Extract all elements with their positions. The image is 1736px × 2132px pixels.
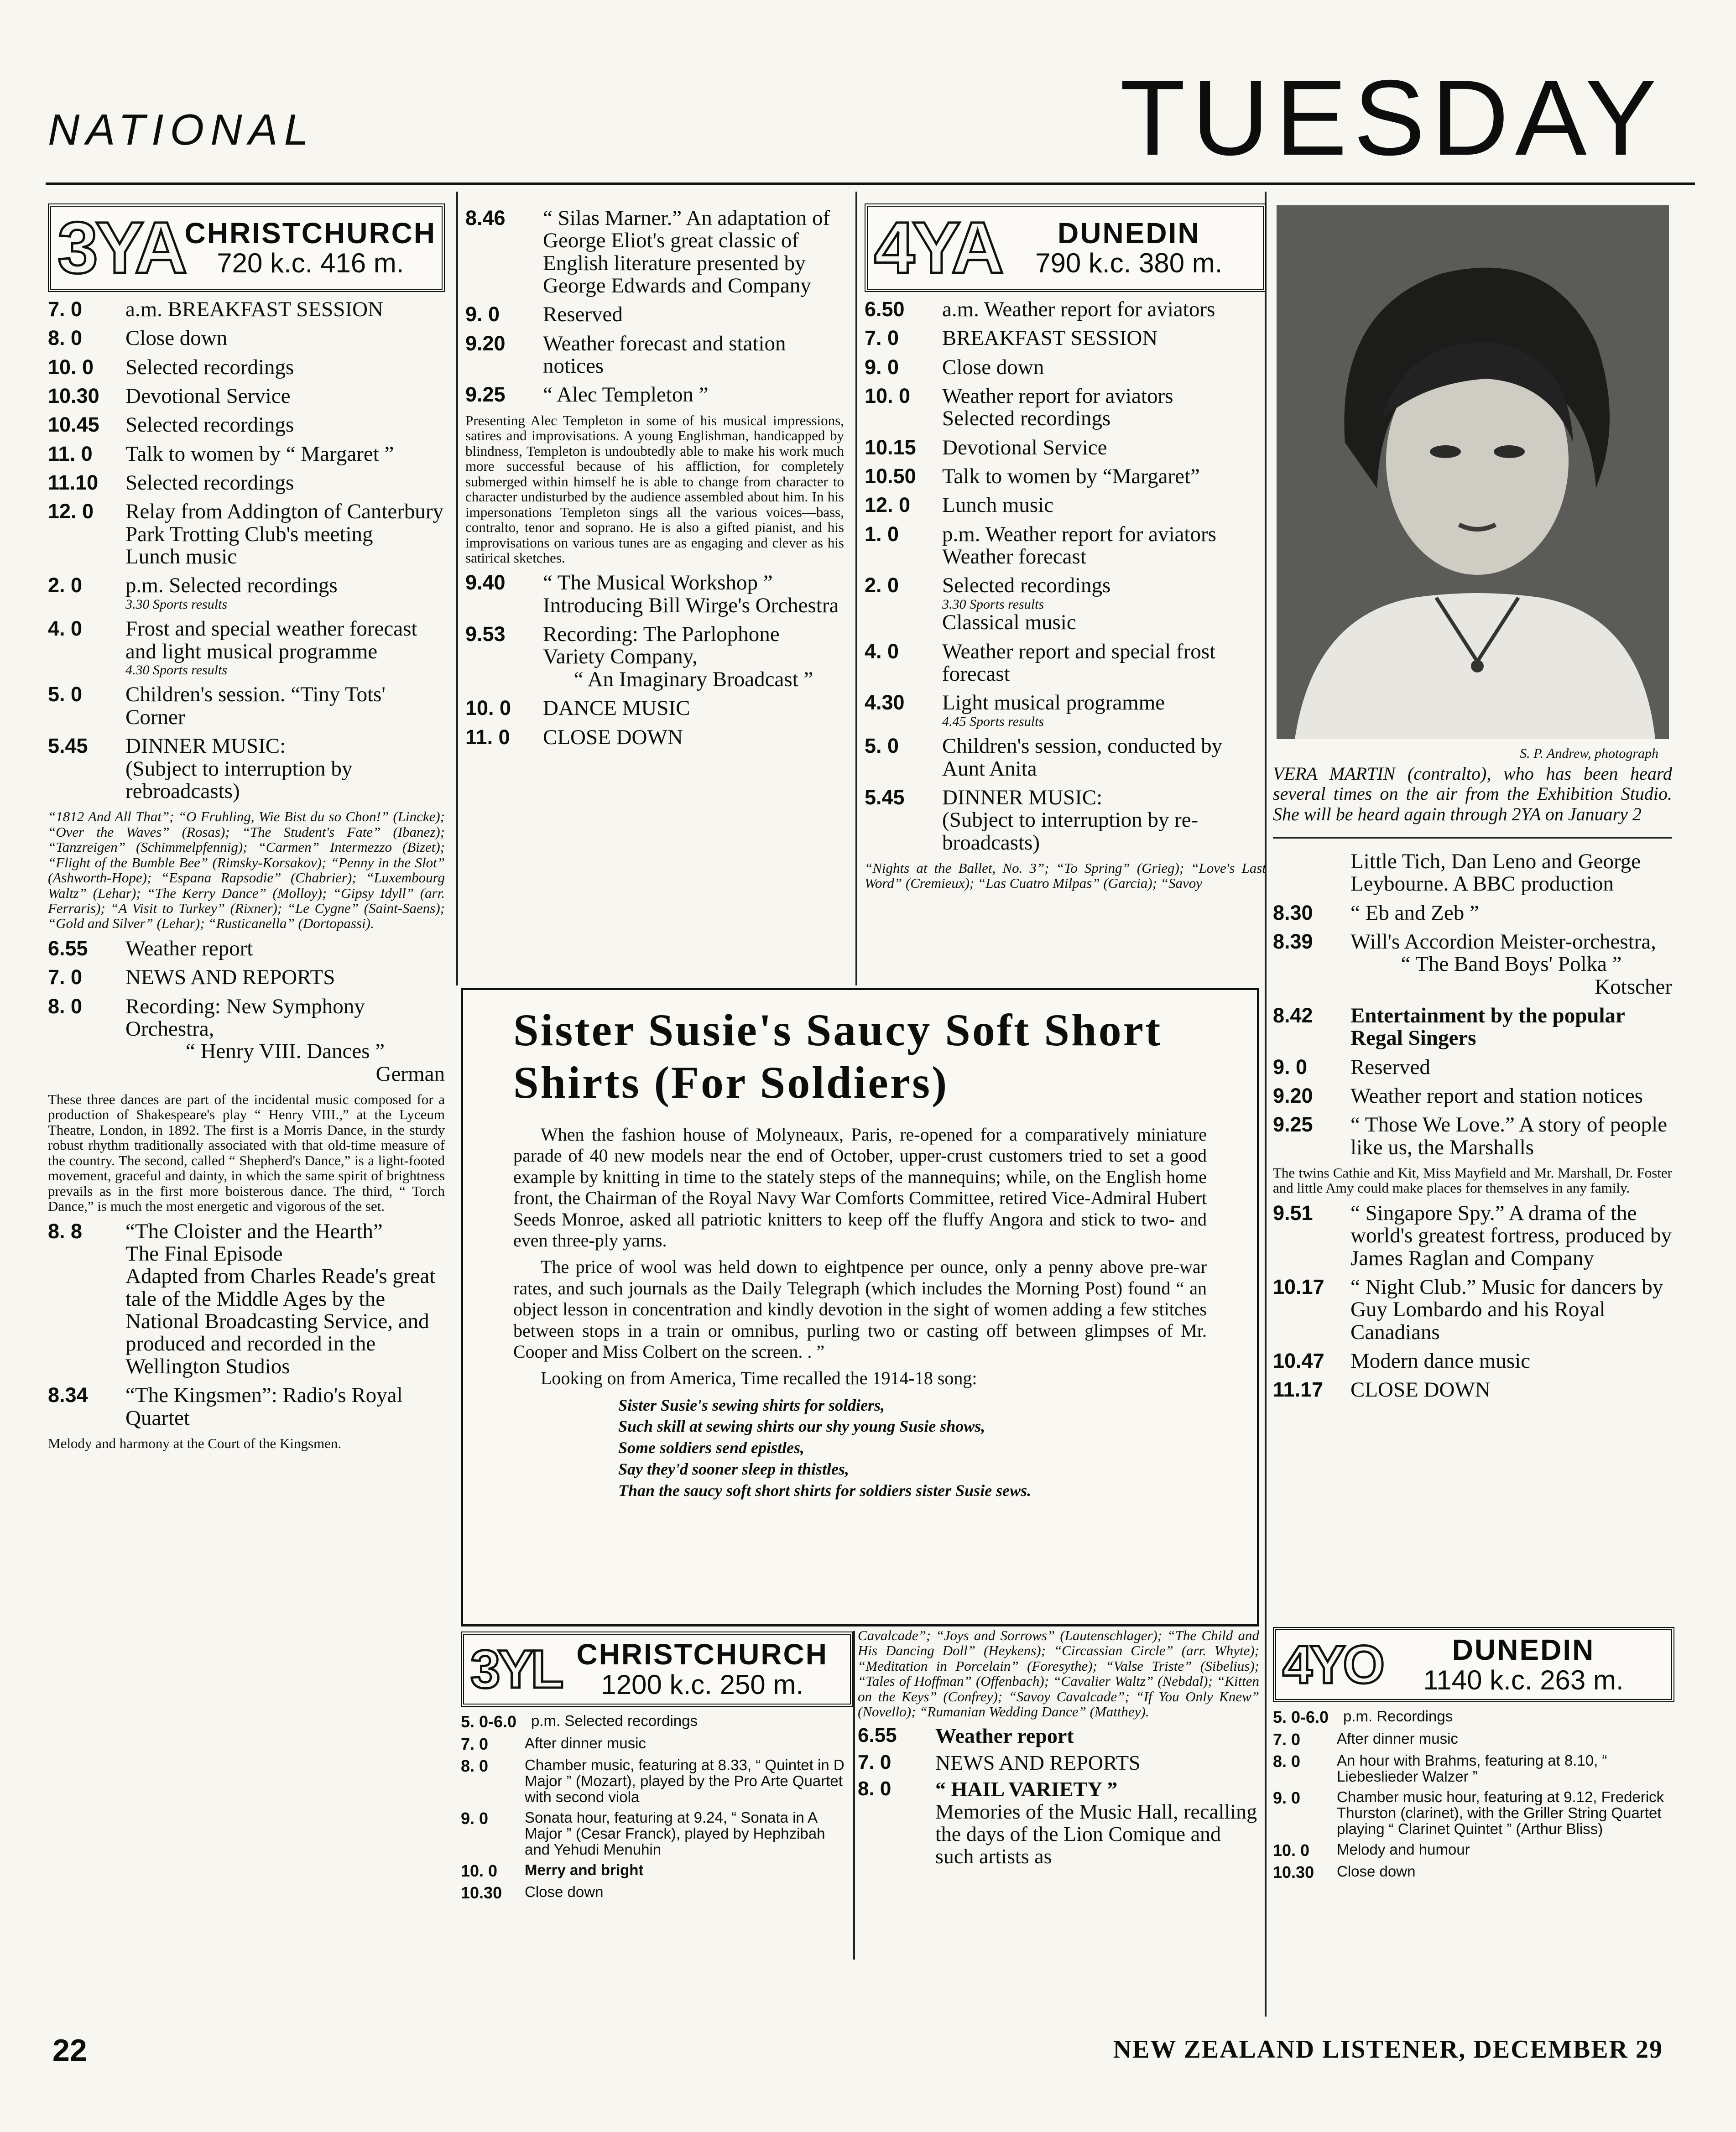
sub-note: 3.30 Sports results — [125, 596, 228, 612]
listing-entry — [1273, 1005, 1672, 1050]
listing-entry — [865, 574, 1266, 634]
time: 8.42 — [1273, 1003, 1313, 1027]
listing-entry — [1273, 1864, 1674, 1881]
listing-entry — [1273, 1842, 1674, 1859]
listing-entry — [1273, 931, 1672, 998]
listing-entry — [48, 966, 445, 989]
time: 9.20 — [465, 331, 506, 355]
program: Close down — [942, 355, 1044, 379]
verse-line: Some soldiers send epistles, — [618, 1439, 805, 1457]
listing-entry — [461, 1736, 853, 1753]
station-box-3ya — [48, 203, 445, 292]
feature-paragraph: Looking on from America, Time recalled the 1914-18 song: — [541, 1368, 977, 1389]
photo-caption: VERA MARTIN (contralto), who has been heard several times on the air from the Exhibition Studio. She will be heard again through 2YA on January 2 — [1273, 763, 1672, 825]
program: BREAKFAST SESSION — [942, 326, 1158, 350]
time: 12. 0 — [48, 500, 94, 523]
program: Devotional Service — [942, 435, 1107, 459]
listing-entry — [48, 500, 445, 568]
sub-note: 4.45 Sports results — [942, 714, 1044, 729]
program: “ HAIL VARIETY ” — [935, 1778, 1118, 1801]
time: 10.30 — [461, 1883, 502, 1902]
column-4ya — [865, 201, 1266, 897]
feature-paragraph: The price of wool was held down to eightpence per ounce, only a penny above pre-war rates, and such journals as the Daily Telegraph (which includes the Morning Post) found “ an object lesson in concentration and kindly devotion in the sight of women adding a few stitches between stops in a train or omnibus, purling two or casting off between glimpses of Mr. Cooper and Miss Colbert on the screen. . ” — [513, 1256, 1207, 1362]
time: 11.10 — [48, 471, 99, 495]
time: 9.25 — [465, 383, 506, 407]
time: 7. 0 — [461, 1734, 489, 1753]
time: 12. 0 — [865, 493, 911, 517]
time: 8. 0 — [1273, 1751, 1301, 1771]
call-sign: 4YA — [874, 207, 1001, 288]
program: Close down — [125, 326, 228, 350]
listing-entry — [1273, 1202, 1672, 1270]
program: Chamber music, featuring at 8.33, “ Quintet in D Major ” (Mozart), played by the Pro Arte Quartet with second viola — [525, 1756, 845, 1805]
program-detail: Lunch music — [125, 545, 237, 569]
program: Modern dance music — [1350, 1349, 1531, 1373]
program: p.m. Recordings — [1343, 1708, 1453, 1725]
station-frequency: 1200 k.c. 250 m. — [601, 1669, 803, 1700]
listing-entry — [48, 735, 445, 803]
column-4ya-lower — [858, 1624, 1259, 1872]
listing-entry — [461, 1757, 853, 1805]
program: a.m. Weather report for aviators — [942, 297, 1215, 321]
program-note: The twins Cathie and Kit, Miss Mayfield and Mr. Marshall, Dr. Foster and little Amy could make places for themselves in any family. — [1273, 1165, 1672, 1196]
time: 2. 0 — [48, 573, 83, 597]
program: “ Eb and Zeb ” — [1350, 901, 1479, 925]
program: “ Alec Templeton ” — [543, 383, 709, 407]
verse-line: Such skill at sewing shirts our shy young Susie shows, — [618, 1417, 985, 1436]
listing-entry — [1273, 1753, 1674, 1785]
program-title: “ The Band Boys' Polka ” — [1401, 952, 1622, 976]
program-detail: Selected recordings — [942, 407, 1111, 431]
program-detail: (Subject to interruption by rebroadcasts) — [125, 756, 353, 803]
station-box-4ya — [865, 203, 1266, 292]
program: Talk to women by “Margaret” — [942, 464, 1200, 489]
listing-entry — [865, 641, 1266, 686]
program: Will's Accordion Meister-orchestra, — [1350, 929, 1656, 954]
program: p.m. Selected recordings — [125, 573, 338, 598]
listing-entry — [48, 472, 445, 494]
sub-note: 3.30 Sports results — [942, 596, 1044, 612]
program: p.m. Selected recordings — [531, 1712, 698, 1730]
program: Children's session, conducted by Aunt Anita — [942, 734, 1223, 781]
time: 2. 0 — [865, 573, 899, 597]
time: 10.30 — [48, 384, 99, 408]
program: “The Cloister and the Hearth” — [125, 1219, 383, 1243]
song-verse — [618, 1395, 1207, 1501]
station-frequency: 1140 k.c. 263 m. — [1423, 1664, 1624, 1695]
time: 5.45 — [48, 734, 88, 758]
listing-entry — [858, 1725, 1259, 1747]
time: 8. 8 — [48, 1219, 83, 1243]
time: 11. 0 — [48, 442, 93, 465]
verse-line: Than the saucy soft short shirts for soldiers sister Susie sews. — [618, 1481, 1032, 1500]
listing-entry — [1273, 1789, 1674, 1837]
listing-entry — [1273, 1056, 1672, 1079]
program-title: The Final Episode — [125, 1242, 283, 1266]
time: 8. 0 — [48, 994, 83, 1018]
program: After dinner music — [1337, 1730, 1458, 1747]
listing-entry — [858, 1778, 1259, 1867]
listing-entry — [865, 437, 1266, 459]
time: 4.30 — [865, 691, 905, 714]
program: a.m. BREAKFAST SESSION — [125, 297, 383, 321]
listing-entry — [865, 692, 1266, 729]
time: 9.25 — [1273, 1113, 1313, 1136]
composer: Kotscher — [1595, 975, 1672, 999]
time: 6.50 — [865, 297, 905, 321]
time: 6.55 — [858, 1724, 897, 1746]
program-detail: Little Tich, Dan Leno and George Leybourne. A BBC production — [1350, 849, 1641, 896]
publication-line: NEW ZEALAND LISTENER, DECEMBER 29 — [1113, 2035, 1663, 2064]
time: 9.51 — [1273, 1201, 1313, 1225]
program: Recording: New Symphony Orchestra, — [125, 994, 365, 1041]
listing-entry — [48, 618, 445, 677]
section-rule — [1273, 837, 1672, 839]
program: Frost and special weather forecast and light musical programme — [125, 617, 417, 663]
program-detail: Adapted from Charles Reade's great tale of the Middle Ages by the National Broadcasting Service, and produced and recorded in the Wellington Studios — [125, 1264, 436, 1378]
program: Merry and bright — [525, 1861, 644, 1878]
listing-entry — [48, 298, 445, 321]
station-frequency: 790 k.c. 380 m. — [1035, 248, 1223, 279]
listing-entry — [865, 523, 1266, 568]
listing-entry — [865, 494, 1266, 516]
program: Weather report — [935, 1724, 1074, 1747]
listing-entry — [865, 385, 1266, 430]
station-city: CHRISTCHURCH — [184, 216, 437, 250]
program: DINNER MUSIC: — [125, 734, 286, 758]
time: 9. 0 — [1273, 1055, 1308, 1079]
time: 4. 0 — [48, 617, 83, 641]
listing-entry — [465, 697, 844, 719]
time: 10.50 — [865, 464, 916, 488]
station-frequency: 720 k.c. 416 m. — [217, 248, 404, 279]
photo-credit: S. P. Andrew, photograph — [1520, 746, 1658, 761]
time: 11. 0 — [465, 725, 510, 749]
time: 9. 0 — [461, 1809, 489, 1828]
time: 6.55 — [48, 936, 88, 960]
time: 7. 0 — [865, 326, 899, 350]
station-box-4yo — [1273, 1627, 1674, 1702]
program: Weather forecast and station notices — [543, 331, 786, 378]
time: 9. 0 — [1273, 1788, 1301, 1807]
time: 9.53 — [465, 622, 506, 646]
listing-entry — [48, 327, 445, 349]
time: 4. 0 — [865, 639, 899, 663]
listing-entry — [48, 1384, 445, 1429]
program: Light musical programme — [942, 691, 1165, 715]
program-detail: Memories of the Music Hall, recalling the days of the Lion Comique and such artists as — [935, 1800, 1257, 1868]
listing-entry — [465, 207, 844, 297]
program: “ Night Club.” Music for dancers by Guy Lombardo and his Royal Canadians — [1350, 1275, 1663, 1344]
listing-entry — [465, 572, 844, 617]
time: 10.45 — [48, 413, 99, 437]
program: DINNER MUSIC: — [942, 785, 1103, 809]
call-sign: 3YA — [57, 207, 185, 288]
time: 7. 0 — [48, 297, 83, 321]
station-city: CHRISTCHURCH — [576, 1638, 828, 1671]
header-rule — [46, 182, 1695, 185]
listing-entry — [1273, 1731, 1674, 1748]
program: Selected recordings — [942, 573, 1111, 598]
program: “The Kingsmen”: Radio's Royal Quartet — [125, 1383, 403, 1430]
time: 1. 0 — [865, 522, 899, 546]
listing-entry — [461, 1884, 853, 1902]
call-sign: 4YO — [1282, 1634, 1382, 1695]
dinner-music-list: “1812 And All That”; “O Fruhling, Wie Bist du so Chon!” (Lincke); “Over the Waves” (Rosas); “The Student's Fate” (Ibanez); “Tanzreigen” (Schimmelpfennig); “Carmen” Intermezzo (Bizet); “Flight of the Bumble Bee” (Rimsky-Korsakov); “Penny in the Slot” (Ashworth-Hope); “Espana Rapsodie” (Chabrier); “Luxembourg Waltz” (Lehar); “The Kerry Dance” (Molloy); “Gipsy Idyll” (arr. Ferraris); “A Visit to Turkey” (Rixner); “Le Cygne” (Saint-Saens); “Gold and Silver” (Lehar); “Rusticanella” (Dortopassi). — [48, 808, 445, 932]
program: Selected recordings — [125, 413, 294, 437]
program-detail: (Subject to interruption by re-broadcasts) — [942, 808, 1199, 855]
dinner-music-list: Cavalcade”; “Joys and Sorrows” (Lautenschlager); “The Child and His Dancing Doll” (Heykens); “Circassian Circle” (arr. Whyte); “Meditation in Porcelain” (Foresythe); “Valse Triste” (Sibelius); “Tales of Hoffman” (Offenbach); “Cavalier Waltz” (Nebdal); “Kitten on the Keys” (Confrey); “Savoy Cavalcade”; “If You Only Knew” (Novello); “Rumanian Wedding Dance” (Matthey). — [858, 1627, 1259, 1720]
page-number: 22 — [52, 2033, 87, 2068]
program: Weather report — [125, 936, 253, 960]
call-sign: 3YL — [470, 1639, 561, 1699]
program: Chamber music hour, featuring at 9.12, Frederick Thurston (clarinet), with the Griller String Quartet playing “ Clarinet Quintet ” (Arthur Bliss) — [1337, 1788, 1664, 1837]
time: 9. 0 — [865, 355, 899, 379]
feature-article — [461, 988, 1259, 1626]
listing-entry — [865, 356, 1266, 379]
listing-entry — [48, 1220, 445, 1378]
program: Weather report for aviators — [942, 384, 1173, 408]
time: 8. 0 — [461, 1756, 489, 1775]
column-3ya — [48, 201, 445, 1456]
listing-entry — [48, 385, 445, 407]
program: CLOSE DOWN — [1350, 1378, 1491, 1402]
program-title: “ Henry VIII. Dances ” — [185, 1039, 385, 1063]
program: “ Singapore Spy.” A drama of the world's greatest fortress, produced by James Raglan and Company — [1350, 1201, 1672, 1270]
time: 8. 0 — [48, 326, 83, 350]
listing-entry — [1273, 1379, 1672, 1401]
time: 9. 0 — [465, 302, 500, 326]
day-heading: TUESDAY — [1120, 57, 1663, 177]
station-city: DUNEDIN — [1452, 1633, 1595, 1666]
listing-entry — [48, 356, 445, 379]
time: 7. 0 — [1273, 1730, 1301, 1749]
listing-entry — [1273, 1276, 1672, 1344]
listing-entry — [48, 574, 445, 611]
program: Sonata hour, featuring at 9.24, “ Sonata in A Major ” (Cesar Franck), played by Hephzibah and Yehudi Menuhin — [525, 1809, 825, 1858]
program: Reserved — [1350, 1055, 1430, 1079]
program-note: Presenting Alec Templeton in some of his musical impressions, satires and improvisations. A young Englishman, handicapped by blindness, Templeton is undoubtedly able to make his work much more successful because of his affliction, for completely submerged within himself he is able to change from character to character undisturbed by the audience assembled about him. In his impersonations Templeton sings all the various voices—bass, contralto, tenor and soprano. He is also a gifted pianist, and his improvisations on various tunes are as engaging and clever as his satirical sketches. — [465, 412, 844, 566]
program: Lunch music — [942, 493, 1054, 517]
listing-entry — [48, 996, 445, 1085]
program-note: These three dances are part of the incidental music composed for a production of Shakespeare's play “ Henry VIII.,” at the Lyceum Theatre, London, in 1892. The first is a Morris Dance, in the sturdy robust rhythm traditionally associated with that old-time measure of the country. The second, called “ Shepherd's Dance,” is a light-footed movement, graceful and dainty, in which the same spirit of brightness prevails as in the first more boisterous dance. The third, “ Torch Dance,” is much the most energetic and vigorous of the set. — [48, 1091, 445, 1215]
listing-entry — [465, 623, 844, 691]
listing-entry — [1273, 1114, 1672, 1159]
time: 7. 0 — [858, 1751, 891, 1773]
time: 11.17 — [1273, 1378, 1324, 1402]
column-3yl — [461, 1629, 853, 1906]
time: 5. 0 — [865, 734, 899, 758]
program: “ Those We Love.” A story of people like us, the Marshalls — [1350, 1113, 1668, 1159]
time: 5. 0 — [48, 683, 83, 706]
column-3ya-continued — [465, 201, 844, 755]
section-label: NATIONAL — [48, 105, 315, 154]
listing-entry — [1273, 1350, 1672, 1372]
listing-entry — [865, 787, 1266, 854]
program: NEWS AND REPORTS — [125, 965, 335, 990]
listing-entry — [48, 938, 445, 960]
listing-entry — [858, 1752, 1259, 1774]
program: Close down — [1337, 1862, 1416, 1880]
listing-entry — [461, 1713, 853, 1731]
time: 10. 0 — [465, 696, 511, 720]
listing-entry — [465, 726, 844, 749]
portrait-image — [1277, 205, 1669, 739]
listing-entry — [48, 683, 445, 729]
program: Talk to women by “ Margaret ” — [125, 442, 394, 466]
program-note: Melody and harmony at the Court of the Kingsmen. — [48, 1435, 342, 1451]
program: Recording: The Parlophone Variety Company, — [543, 622, 780, 669]
program-title: “ An Imaginary Broadcast ” — [573, 667, 813, 691]
time: 8.30 — [1273, 901, 1313, 924]
program-detail: Classical music — [942, 610, 1076, 635]
program: An hour with Brahms, featuring at 8.10, “ Liebeslieder Walzer ” — [1337, 1751, 1607, 1785]
station-box-3yl — [461, 1632, 853, 1707]
column-divider — [853, 1631, 855, 1960]
listing-entry — [465, 333, 844, 378]
program: Reserved — [543, 302, 623, 327]
time: 10.47 — [1273, 1349, 1324, 1373]
program: Children's session. “Tiny Tots' Corner — [125, 683, 386, 729]
listing-entry — [48, 414, 445, 436]
dinner-music-list: “Nights at the Ballet, No. 3”; “To Spring” (Grieg); “Love's Last Word” (Cremieux); “Las Cuatro Milpas” (Garcia); “Savoy — [865, 860, 1266, 891]
listing-entry — [465, 384, 844, 406]
listing-continuation — [1273, 850, 1672, 896]
sub-note: 4.30 Sports results — [125, 662, 228, 678]
verse-line: Say they'd sooner sleep in thistles, — [618, 1460, 850, 1479]
listing-entry — [865, 298, 1266, 321]
program: Entertainment by the popular Regal Singers — [1350, 1003, 1625, 1050]
column-divider — [456, 192, 458, 985]
time: 9.20 — [1273, 1084, 1313, 1107]
time: 5.45 — [865, 785, 905, 809]
time: 5. 0-6.0 — [1273, 1708, 1329, 1727]
time: 8.39 — [1273, 929, 1313, 953]
program: Relay from Addington of Canterbury Park Trotting Club's meeting — [125, 500, 444, 546]
program: Close down — [525, 1883, 604, 1900]
time: 10. 0 — [1273, 1840, 1310, 1860]
program: After dinner music — [525, 1734, 646, 1751]
program: “ Silas Marner.” An adaptation of George Eliot's great classic of English literature presented by George Edwards and Company — [543, 206, 830, 298]
program: p.m. Weather report for aviators — [942, 522, 1216, 546]
station-city: DUNEDIN — [1058, 216, 1200, 250]
time: 5. 0-6.0 — [461, 1712, 517, 1731]
program: “ The Musical Workshop ” — [543, 571, 773, 595]
program-detail: Weather forecast — [942, 545, 1086, 569]
time: 8. 0 — [858, 1778, 891, 1800]
program-detail: Introducing Bill Wirge's Orchestra — [543, 593, 839, 617]
feature-paragraph: When the fashion house of Molyneaux, Paris, re-opened for a comparatively miniature parade of 40 new models near the end of October, upper-crust customers tried to set a good example by knitting in time to the stately steps of the mannequins; while, on the English home front, the Chairman of the Royal Navy War Comforts Committee, retired Vice-Admiral Hubert Seeds Monroe, asked all patriotic knitters to keep off the fluffy Angora and stick to two- and even three-ply yarns. — [513, 1124, 1207, 1251]
program: DANCE MUSIC — [543, 696, 690, 720]
listing-entry — [465, 303, 844, 326]
listing-entry — [865, 465, 1266, 488]
composer: German — [375, 1062, 445, 1086]
program: Melody and humour — [1337, 1840, 1470, 1858]
time: 10. 0 — [48, 355, 94, 379]
listing-entry — [1273, 902, 1672, 924]
listing-entry — [48, 443, 445, 465]
time: 10.30 — [1273, 1862, 1314, 1882]
listing-entry — [461, 1862, 853, 1880]
time: 9.40 — [465, 571, 506, 594]
time: 10. 0 — [865, 384, 911, 408]
time: 8.46 — [465, 206, 506, 229]
program: Selected recordings — [125, 471, 294, 495]
program: Weather report and station notices — [1350, 1084, 1643, 1108]
time: 10.15 — [865, 435, 916, 459]
column-divider — [855, 192, 857, 985]
program: Devotional Service — [125, 384, 291, 408]
program: CLOSE DOWN — [543, 725, 683, 749]
column-4yo — [1273, 1624, 1674, 1886]
program: Selected recordings — [125, 355, 294, 379]
column-photo-4ya-continued — [1273, 201, 1672, 1408]
verse-line: Sister Susie's sewing shirts for soldiers, — [618, 1396, 885, 1414]
listing-entry — [461, 1810, 853, 1858]
listing-entry — [1273, 1709, 1674, 1726]
time: 10. 0 — [461, 1861, 498, 1880]
program: NEWS AND REPORTS — [935, 1751, 1141, 1774]
time: 10.17 — [1273, 1275, 1324, 1298]
listing-entry — [865, 735, 1266, 780]
portrait-photo — [1277, 205, 1669, 739]
time: 7. 0 — [48, 965, 83, 989]
program: Weather report and special frost forecast — [942, 639, 1216, 686]
time: 8.34 — [48, 1383, 88, 1407]
listing-entry — [865, 327, 1266, 349]
feature-headline: Sister Susie's Saucy Soft Short Shirts (For Soldiers) — [513, 1005, 1163, 1108]
listing-entry — [1273, 1085, 1672, 1107]
